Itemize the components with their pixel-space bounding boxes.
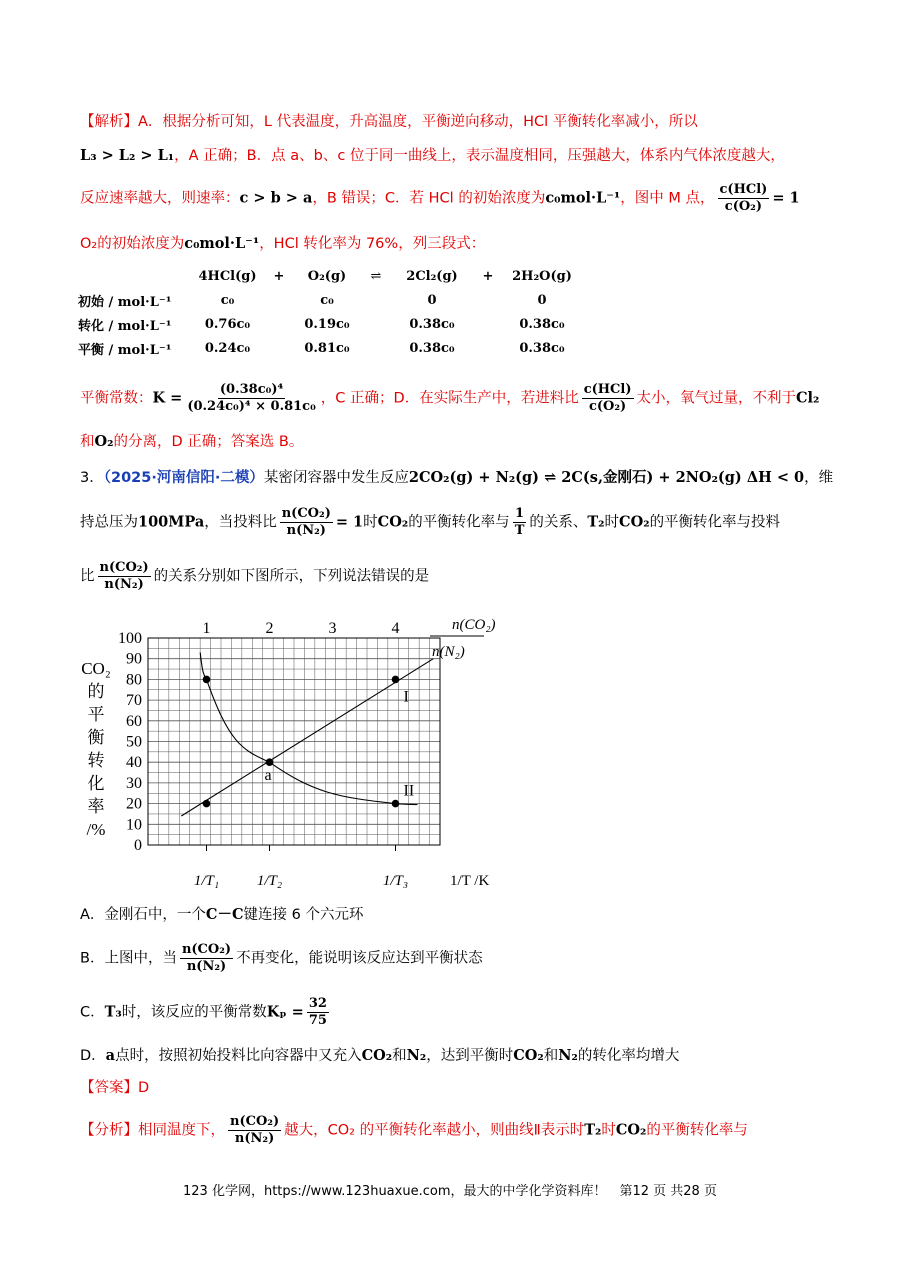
analysis-tag: 【解析】 xyxy=(80,114,138,130)
ice-cell: O₂(g) xyxy=(307,268,347,284)
answer-line xyxy=(80,1076,830,1097)
math-inline: a xyxy=(105,1047,116,1064)
question-text: 的关系、 xyxy=(529,514,588,531)
chart-series xyxy=(181,652,433,816)
option-text: ，达到平衡时 xyxy=(426,1048,514,1064)
analysis-line-1 xyxy=(80,110,830,131)
y-axis-label-char: 平 xyxy=(87,705,105,724)
question-source: （2025·河南信阳·二模） xyxy=(103,470,264,486)
option-label: D． xyxy=(80,1048,106,1064)
frac-num: n(CO₂) xyxy=(181,942,232,957)
analysis-text: ，A 正确；B．点 a、b、c 位于同一曲线上，表示温度相同，压强越大，体系内气体浓度越大， xyxy=(174,148,785,164)
option-text: 时，该反应的平衡常数 xyxy=(121,1004,267,1021)
ice-row xyxy=(78,288,581,312)
question-text: 时 xyxy=(363,514,378,531)
y-axis-label-char: 率 xyxy=(87,797,105,816)
frac-den: n(N₂) xyxy=(234,1131,275,1146)
math-inline: CO₂ xyxy=(619,513,650,531)
ice-cell: 0.76c₀ xyxy=(204,316,251,332)
analysis-text: 和 xyxy=(80,434,95,450)
option-a xyxy=(80,903,830,924)
option-b xyxy=(80,942,830,975)
math-inline: C－C xyxy=(205,906,244,923)
ice-table xyxy=(78,264,581,360)
bottom-tick-label: 1/T₃ xyxy=(382,873,409,889)
fraction xyxy=(180,942,233,975)
question-text: ，维 xyxy=(804,470,834,486)
math-inline: = 1 xyxy=(335,513,364,531)
frac-num: c(HCl) xyxy=(583,382,632,397)
k-line-2 xyxy=(80,430,830,451)
fenxi-line xyxy=(80,1114,830,1147)
fenxi-text: 相同温度下， xyxy=(138,1122,225,1139)
question-text: 的平衡转化率与 xyxy=(408,514,510,531)
frac-num: c(HCl) xyxy=(719,182,768,197)
option-text: 键连接 6 个六元环 xyxy=(243,907,364,923)
data-point xyxy=(392,676,400,684)
math-inline: Kₚ = xyxy=(266,1003,304,1021)
frac-den: c(O₂) xyxy=(588,399,627,414)
y-tick-labels xyxy=(118,630,142,854)
top-axis-label-num: n(CO₂) xyxy=(452,617,496,633)
ice-cell: 0.38c₀ xyxy=(409,340,455,356)
y-tick-label: 80 xyxy=(126,671,142,689)
ice-cell: 0 xyxy=(537,292,547,308)
math-inline: c₀mol·L⁻¹ xyxy=(184,235,260,252)
reaction-equation: 2CO₂(g) + N₂(g) ⇌ 2C(s,金刚石) + 2NO₂(g) ΔH < 0 xyxy=(408,469,805,486)
option-c xyxy=(80,996,830,1029)
ice-row xyxy=(78,312,581,336)
fenxi-text: 时 xyxy=(601,1122,616,1139)
ice-cell: + xyxy=(273,268,285,284)
data-point xyxy=(392,800,400,808)
top-tick-label: 3 xyxy=(328,620,337,637)
math-inline: T₂ xyxy=(587,513,605,531)
ice-cell: 2H₂O(g) xyxy=(512,268,572,284)
ice-cell: 0 xyxy=(427,292,437,308)
fraction xyxy=(228,1114,281,1147)
fraction xyxy=(513,506,527,539)
top-tick-label: 4 xyxy=(391,620,400,637)
bottom-tick-label: 1/T₁ xyxy=(193,873,220,889)
analysis-text: ，图中 M 点， xyxy=(620,190,715,207)
option-label: A． xyxy=(80,907,105,923)
analysis-text: ，HCl 转化率为 76%，列三段式： xyxy=(259,236,486,252)
frac-num: 1 xyxy=(515,506,525,521)
frac-den: n(N₂) xyxy=(186,959,227,974)
analysis-text: ，C 正确；D．在实际生产中，若进料比 xyxy=(320,390,579,407)
fraction xyxy=(185,382,317,415)
ice-row-label: 平衡 / mol·L⁻¹ xyxy=(78,342,172,358)
y-tick-label: 70 xyxy=(126,692,142,710)
fenxi-text: 的平衡转化率与 xyxy=(646,1122,748,1139)
math-inline: N₂ xyxy=(406,1047,427,1064)
frac-num: n(CO₂) xyxy=(281,506,331,521)
math-inline: c₀mol·L⁻¹ xyxy=(545,189,621,207)
data-point xyxy=(203,676,211,684)
frac-den: 75 xyxy=(308,1013,327,1028)
question-number: 3． xyxy=(80,470,104,486)
frac-num: n(CO₂) xyxy=(230,1114,280,1129)
math-inline: 100MPa xyxy=(138,513,205,531)
fraction xyxy=(718,182,770,215)
y-tick-label: 0 xyxy=(134,837,142,854)
math-inline: CO₂ xyxy=(377,513,409,531)
option-label: B． xyxy=(80,950,105,967)
ice-cell: 0.24c₀ xyxy=(204,340,251,356)
conversion-chart xyxy=(70,612,500,897)
math-inline: N₂ xyxy=(558,1047,578,1064)
option-text: 点时，按照初始投料比向容器中又充入 xyxy=(115,1048,362,1064)
frac-den: T xyxy=(514,523,525,538)
option-text: 上图中，当 xyxy=(104,950,177,967)
page-footer: 123 化学网，https://www.123huaxue.com，最大的中学化学资料库！ 第12 页 共28 页 xyxy=(183,1184,717,1199)
y-tick-label: 30 xyxy=(126,774,142,792)
ice-cell: ⇌ xyxy=(370,268,382,284)
y-axis-label-char: 化 xyxy=(87,774,105,793)
math-inline: CO₂ xyxy=(513,1047,544,1064)
chart-grid xyxy=(148,638,440,845)
analysis-text: 太小，氧气过量，不利于 xyxy=(636,390,796,407)
analysis-text: ，B 错误；C．若 HCl 的初始浓度为 xyxy=(312,190,546,207)
ice-cell: 0.19c₀ xyxy=(304,316,350,332)
fenxi-text: 越大，CO₂ 的平衡转化率越小，则曲线Ⅱ表示时 xyxy=(284,1122,585,1139)
frac-den: n(N₂) xyxy=(286,523,326,538)
ice-cell: c₀ xyxy=(220,292,235,308)
ice-cell: 4HCl(g) xyxy=(198,268,257,284)
option-text: 的转化率均增大 xyxy=(577,1048,680,1064)
q3-line-2 xyxy=(80,506,830,539)
y-tick-label: 10 xyxy=(126,816,142,834)
math-inline: = 1 xyxy=(772,189,800,207)
math-inline: c > b > a xyxy=(239,189,313,207)
series-line-II xyxy=(200,652,417,804)
math-inline: Cl₂ xyxy=(796,389,820,407)
question-text: 比 xyxy=(80,568,95,585)
top-tick-label: 1 xyxy=(202,620,211,637)
frac-den: n(N₂) xyxy=(104,577,144,592)
analysis-text: 反应速率越大，则速率： xyxy=(80,190,240,207)
top-tick-label: 2 xyxy=(265,620,274,637)
question-text: 时 xyxy=(604,514,620,531)
fenxi-tag: 【分析】 xyxy=(80,1122,138,1139)
ice-equation-row xyxy=(78,264,581,288)
question-text: ，当投料比 xyxy=(204,514,277,531)
math-inline: CO₂ xyxy=(361,1047,393,1064)
y-tick-label: 40 xyxy=(126,754,142,772)
frac-num: n(CO₂) xyxy=(99,560,149,575)
analysis-text: A．根据分析可知，L 代表温度，升高温度，平衡逆向移动，HCl 平衡转化率减小，所以 xyxy=(138,114,698,130)
y-axis-label-char: 转 xyxy=(87,751,105,770)
fraction xyxy=(98,560,151,593)
ice-cell: 0.38c₀ xyxy=(519,340,565,356)
math-inline: O₂ xyxy=(94,433,114,450)
q3-line-1 xyxy=(80,466,834,487)
y-axis-label-char: /% xyxy=(86,820,106,839)
ice-cell: 2Cl₂(g) xyxy=(406,268,458,284)
x-axis-label: 1/T /K xyxy=(450,873,490,889)
series-label: II xyxy=(403,782,415,800)
frac-den: c(O₂) xyxy=(724,199,763,214)
y-tick-label: 100 xyxy=(118,630,142,647)
question-text: 的关系分别如下图所示，下列说法错误的是 xyxy=(153,568,430,585)
option-text: 和 xyxy=(392,1048,407,1064)
option-text: 金刚石中，一个 xyxy=(104,907,206,923)
analysis-text: 的分离，D 正确；答案选 B。 xyxy=(113,434,304,450)
bottom-tick-label: 1/T₂ xyxy=(256,873,283,889)
ice-row-label: 转化 / mol·L⁻¹ xyxy=(78,318,172,334)
answer-tag: 【答案】 xyxy=(80,1080,138,1096)
y-tick-label: 60 xyxy=(126,712,142,730)
option-label: C． xyxy=(80,1004,105,1021)
frac-num: (0.38c₀)⁴ xyxy=(219,382,284,397)
question-text: 的平衡转化率与投料 xyxy=(649,514,781,531)
y-axis-label-char: CO₂ xyxy=(81,659,111,678)
ice-cell: 0.38c₀ xyxy=(409,316,455,332)
q3-line-3 xyxy=(80,560,830,593)
analysis-text: 平衡常数： xyxy=(80,390,153,407)
math-inline: CO₂ xyxy=(615,1121,647,1139)
ice-cell: 0.38c₀ xyxy=(519,316,565,332)
ice-cell: c₀ xyxy=(320,292,334,308)
top-axis-label-den: n(N₂) xyxy=(432,644,465,660)
data-point xyxy=(203,800,211,808)
top-tick-labels xyxy=(203,620,400,637)
ice-row-label: 初始 / mol·L⁻¹ xyxy=(78,294,172,310)
math-inline: K = xyxy=(152,389,183,407)
y-axis-label xyxy=(81,659,111,839)
analysis-line-4 xyxy=(80,232,830,253)
bottom-tick-labels xyxy=(194,845,490,889)
option-text: 和 xyxy=(543,1048,559,1064)
k-line-1 xyxy=(80,382,830,415)
ice-cell: + xyxy=(482,268,494,284)
fraction xyxy=(280,506,333,539)
y-axis-label-char: 的 xyxy=(87,682,105,701)
analysis-line-3 xyxy=(80,182,830,215)
question-text: 持总压为 xyxy=(80,514,138,531)
math-inline: T₂ xyxy=(584,1121,602,1139)
y-tick-label: 50 xyxy=(126,733,142,751)
option-text: 不再变化，能说明该反应达到平衡状态 xyxy=(236,950,483,967)
question-text: 某密闭容器中发生反应 xyxy=(263,470,409,486)
y-tick-label: 20 xyxy=(126,795,142,813)
analysis-line-2 xyxy=(80,144,830,165)
math-inline: L₃ > L₂ > L₁ xyxy=(80,147,175,164)
answer-value: D xyxy=(138,1080,150,1096)
option-d xyxy=(80,1044,830,1065)
series-label: I xyxy=(403,688,409,706)
ice-row xyxy=(78,336,581,360)
fraction xyxy=(582,382,634,415)
y-tick-label: 90 xyxy=(126,650,142,668)
analysis-text: O₂的初始浓度为 xyxy=(80,236,185,252)
fraction xyxy=(307,996,329,1029)
ice-cell: 0.81c₀ xyxy=(304,340,350,356)
y-axis-label-char: 衡 xyxy=(87,728,105,747)
point-annotation: a xyxy=(264,767,272,785)
math-inline: T₃ xyxy=(104,1003,122,1021)
frac-den: (0.24c₀)⁴ × 0.81c₀ xyxy=(187,399,316,414)
frac-num: 32 xyxy=(308,996,327,1011)
